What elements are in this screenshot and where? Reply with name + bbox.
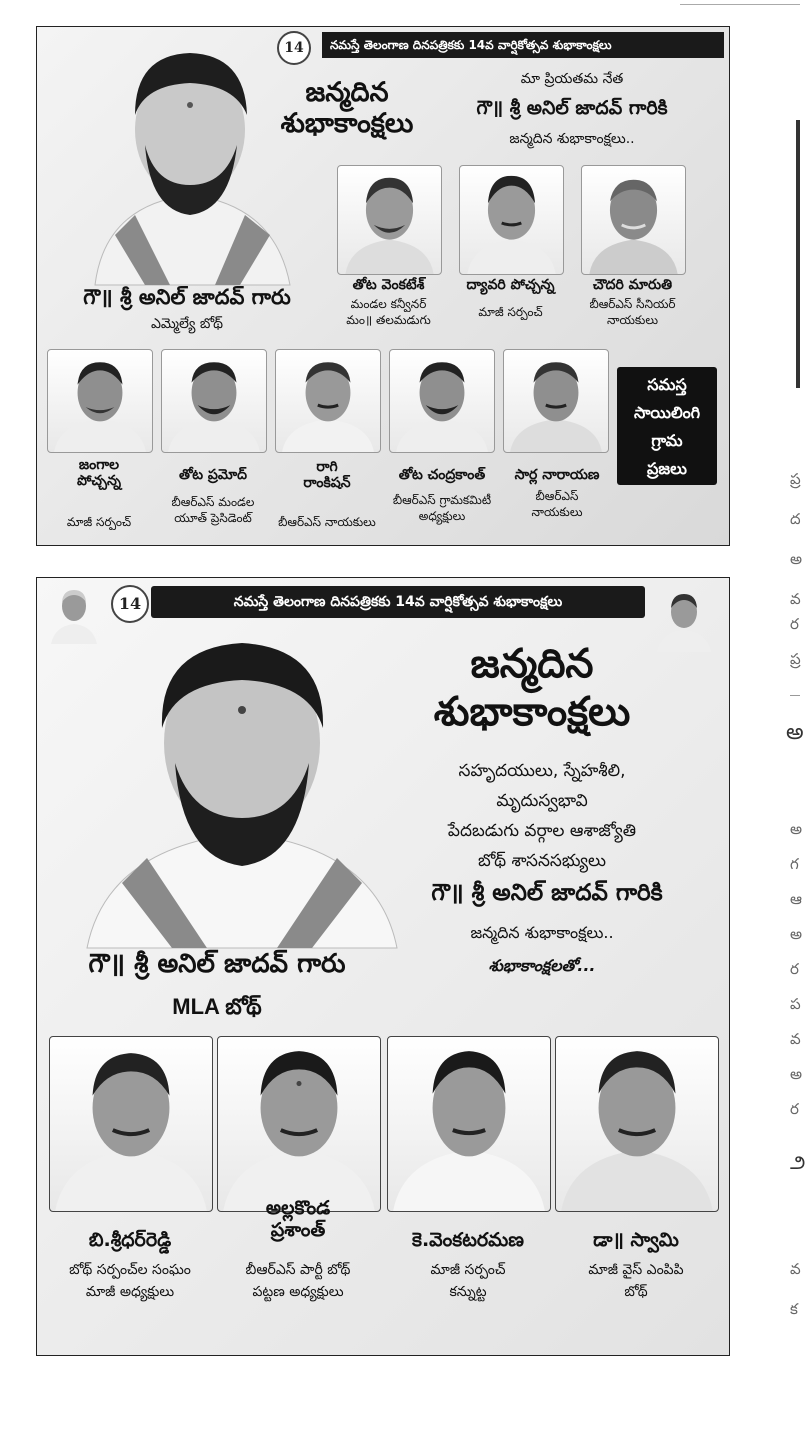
fragment: ప్ర [790, 470, 801, 488]
fragment: ద [790, 510, 801, 528]
person-designation: బీఆర్ఎస్ పార్టీ బోథ్ పట్టణ అధ్యక్షులు [245, 1262, 351, 1300]
message-line: పేదబడుగు వర్గాల ఆశాజ్యోతి [447, 821, 637, 841]
person-photo [503, 349, 609, 453]
person-name: తోట వెంకటేశ్ [352, 277, 425, 293]
person-name: తోట చంద్రకాంత్ [398, 467, 486, 483]
birthday-advertisement-1 [36, 26, 730, 546]
person-photo [275, 349, 381, 453]
person-photo [161, 349, 267, 453]
greeting-wish: జన్మదిన శుభాకాంక్షలు.. [470, 923, 614, 942]
person-name: సార్ల నారాయణ [514, 467, 600, 483]
person-designation: మాజీ సర్పంచ్ కన్నుట్ట [430, 1262, 506, 1300]
fragment: ప [790, 995, 801, 1013]
message-block [397, 756, 687, 876]
person-name: రాగి రాంకిషన్ [303, 459, 351, 492]
greeting-line-2: గౌ॥ శ్రీ అనిల్ జాదవ్ గారికి [476, 97, 668, 119]
person-photo [47, 349, 153, 453]
greeting-name: గౌ॥ శ్రీ అనిల్ జాదవ్ గారికి [431, 880, 663, 906]
top-rule [680, 4, 800, 5]
person-silhouette-icon [162, 350, 266, 452]
fragment: అ [790, 820, 803, 838]
person-name: ద్యావరి పోచ్చన్న [466, 277, 555, 293]
anniversary-banner: నమస్తే తెలంగాణ దినపత్రికకు 14వ వార్షికోత్సవ శుభాకాంక్షలు [151, 586, 645, 618]
person-silhouette-icon [276, 350, 380, 452]
village-line-2: సాయిలింగి [633, 403, 701, 422]
message-line: సహృదయులు, స్నేహశీలి, [458, 761, 626, 781]
fragment: అ [790, 925, 803, 943]
fragment: అ [786, 720, 804, 745]
person-silhouette-icon [388, 1037, 550, 1211]
village-line-1: సమస్త [647, 375, 687, 394]
person-silhouette-icon [390, 350, 494, 452]
greeting-line-1: మా ప్రియతమ నేత [520, 71, 624, 87]
person-designation: బీఆర్ఎస్ నాయకులు [531, 489, 583, 519]
birthday-title [397, 640, 667, 736]
person-silhouette-icon [48, 350, 152, 452]
title-line-2: శుభాకాంక్షలు [433, 688, 631, 735]
fragment: అ [790, 550, 803, 568]
message-line: మృదుస్వభావి [496, 791, 588, 811]
person-photo [49, 1036, 213, 1212]
birthday-title [277, 77, 417, 139]
main-person-name: గౌ॥ శ్రీ అనిల్ జాదవ్ గారు [83, 285, 291, 309]
person-name: జంగాల పోచ్చన్న [77, 457, 121, 490]
person-photo [337, 165, 442, 275]
title-line-1: జన్మదిన [305, 77, 389, 108]
person-silhouette-icon [460, 166, 563, 274]
person-name: డా॥ స్వామి [593, 1229, 679, 1251]
main-portrait-photo [75, 35, 305, 285]
fragment: ప్ర [790, 650, 801, 668]
main-person-designation: MLA బోథ్ [172, 994, 262, 1019]
fragment: ౨ [790, 1150, 805, 1174]
person-designation: బీఆర్ఎస్ మండల యూత్ ప్రెసిడెంట్ [171, 495, 255, 525]
fragment: అ [790, 1065, 803, 1083]
person-photo [389, 349, 495, 453]
adjacent-photo-edge [796, 120, 800, 388]
anniversary-banner: నమస్తే తెలంగాణ దినపత్రికకు 14వ వార్షికోత్సవ శుభాకాంక్షలు [322, 32, 724, 58]
main-portrait-photo [77, 618, 407, 948]
person-silhouette-icon [504, 350, 608, 452]
fragment: ర [790, 615, 799, 633]
person-silhouette-icon [338, 166, 441, 274]
fragment: ర [790, 1100, 799, 1118]
title-line-1: జన్మదిన [470, 640, 594, 687]
greeting-line-3: జన్మదిన శుభాకాంక్షలు.. [509, 131, 635, 147]
person-designation: బీఆర్ఎస్ గ్రామకమిటీ అధ్యక్షులు [392, 493, 492, 523]
person-silhouette-icon [582, 166, 685, 274]
village-greeting-box [617, 367, 717, 485]
person-silhouette-icon [218, 1037, 380, 1211]
person-designation: బీఆర్ఎస్ నాయకులు [278, 515, 376, 529]
column-divider [790, 695, 800, 696]
fragment: వ [790, 590, 801, 608]
title-line-2: శుభాకాంక్షలు [280, 108, 414, 140]
with-wishes-text: శుభాకాంక్షలతో... [488, 956, 596, 975]
fragment: ర [790, 960, 799, 978]
person-silhouette-icon [75, 35, 305, 285]
village-line-4: ప్రజలు [647, 459, 687, 478]
person-photo [217, 1036, 381, 1212]
fragment: ఆ [790, 890, 802, 908]
person-silhouette-icon [556, 1037, 718, 1211]
person-name: అల్లకొండ ప్రశాంత్ [265, 1197, 331, 1241]
person-name: బి.శ్రీధర్‌రెడ్డి [88, 1229, 172, 1251]
fragment: గ [790, 855, 799, 873]
person-silhouette-icon [50, 1037, 212, 1211]
main-person-name: గౌ॥ శ్రీ అనిల్ జాదవ్ గారు [88, 949, 346, 979]
person-designation: మండల కన్వీనర్ మం॥ తలమడుగు [346, 297, 431, 327]
person-silhouette-icon [77, 618, 407, 948]
fragment: వ [790, 1030, 801, 1048]
person-designation: మాజీ సర్పంచ్ [478, 305, 543, 319]
person-photo [387, 1036, 551, 1212]
message-line: బోథ్ శాసనసభ్యులు [477, 851, 606, 871]
person-photo [581, 165, 686, 275]
person-name: చౌదరి మారుతి [592, 277, 673, 293]
person-name: తోట ప్రమోద్ [178, 467, 248, 483]
person-designation: మాజీ సర్పంచ్ [66, 515, 132, 529]
person-designation: బీఆర్ఎస్ సీనియర్ నాయకులు [589, 297, 676, 327]
person-name: కె.వెంకటరమణ [412, 1229, 524, 1251]
fragment: వ [790, 1260, 801, 1278]
birthday-advertisement-2 [36, 577, 730, 1356]
person-designation: మాజీ వైస్ ఎంపిపి బోథ్ [588, 1262, 684, 1300]
person-designation: బోథ్ సర్పంచ్‌ల సంఘం మాజీ అధ్యక్షులు [69, 1262, 191, 1300]
person-photo [459, 165, 564, 275]
person-photo [555, 1036, 719, 1212]
village-line-3: గ్రామ [651, 431, 683, 450]
main-person-designation: ఎమ్మెల్యే బోథ్ [150, 316, 224, 332]
anniversary-14-badge: 14 [111, 585, 149, 623]
fragment: క [790, 1300, 798, 1318]
anniversary-14-badge: 14 [277, 31, 311, 65]
